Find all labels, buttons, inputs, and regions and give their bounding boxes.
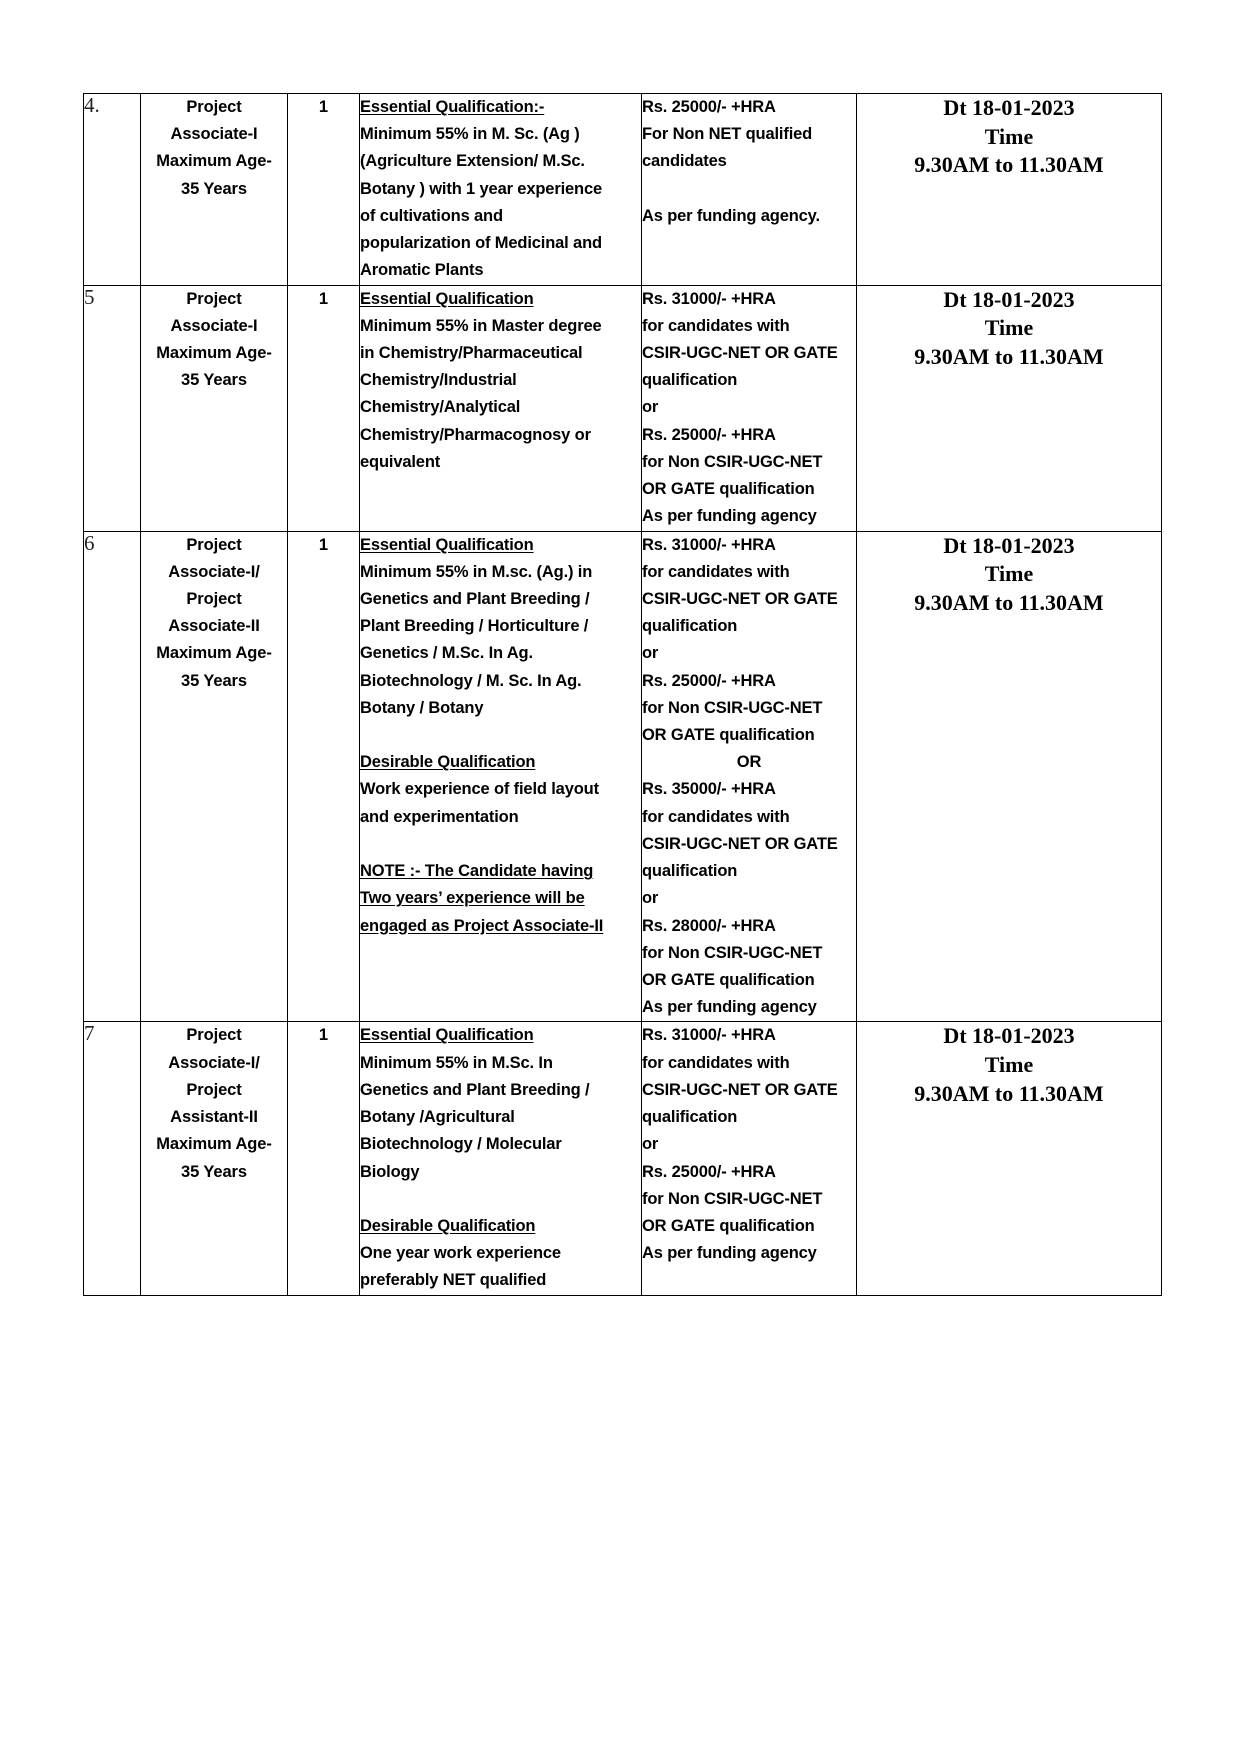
emolument-line: OR GATE qualification — [642, 726, 815, 745]
emolument-line: CSIR-UGC-NET OR GATE — [642, 589, 838, 608]
time-label: Time — [984, 561, 1034, 587]
interview-date: Dt 18-01-2023 — [943, 532, 1075, 558]
emolument-line: OR GATE qualification — [642, 1216, 815, 1235]
emolument-line: Rs. 31000/- +HRA — [642, 289, 776, 308]
post-line: Associate-I/ — [168, 562, 260, 581]
emolument-line: Rs. 25000/- +HRA — [642, 425, 776, 444]
post-line: Associate-I — [170, 316, 258, 335]
emolument-line: Rs. 31000/- +HRA — [642, 535, 776, 554]
qualification-line: Aromatic Plants — [360, 261, 484, 280]
emolument-line: for candidates with — [642, 1053, 790, 1072]
emolument-line: for candidates with — [642, 807, 790, 826]
interview-date: Dt 18-01-2023 — [943, 1023, 1075, 1049]
qualification-line: equivalent — [360, 452, 441, 471]
cell-emoluments — [642, 1022, 857, 1295]
post-line: Maximum Age- — [156, 152, 272, 171]
qualification-line: One year work experience — [360, 1244, 561, 1263]
post-line: Project — [186, 289, 242, 308]
cell-qualification — [360, 285, 642, 531]
qualification-line: in Chemistry/Pharmaceutical — [360, 343, 583, 362]
cell-interview-schedule — [857, 94, 1162, 286]
post-line: 35 Years — [181, 671, 247, 690]
table-row — [84, 1022, 1162, 1295]
vacancy-table-body — [84, 94, 1162, 1296]
qualification-line: and experimentation — [360, 807, 519, 826]
interview-time-range: 9.30AM to 11.30AM — [914, 1080, 1104, 1106]
emolument-line: or — [642, 1135, 659, 1154]
cell-qualification — [360, 531, 642, 1022]
qualification-line: Work experience of field layout — [360, 780, 599, 799]
emolument-line: Rs. 25000/- +HRA — [642, 1162, 776, 1181]
post-line: Project — [186, 589, 242, 608]
emolument-line: Rs. 28000/- +HRA — [642, 916, 776, 935]
emolument-line: OR GATE qualification — [642, 971, 815, 989]
emolument-line: for Non CSIR-UGC-NET — [642, 698, 823, 717]
qualification-heading: Essential Qualification — [360, 535, 534, 554]
qualification-line: Minimum 55% in Master degree — [360, 316, 602, 335]
emolument-line: for candidates with — [642, 316, 790, 335]
post-line: Associate-I/ — [168, 1053, 260, 1072]
cell-emoluments — [642, 285, 857, 531]
emolument-line: for Non CSIR-UGC-NET — [642, 943, 823, 962]
qualification-line: Botany / Botany — [360, 698, 484, 717]
qualification-line: Biology — [360, 1162, 420, 1181]
qualification-line: Chemistry/Pharmacognosy or — [360, 425, 591, 444]
emolument-line: As per funding agency — [642, 1244, 817, 1263]
cell-qualification — [360, 1022, 642, 1295]
post-line: Assistant-II — [170, 1108, 258, 1127]
qualification-heading: Desirable Qualification — [360, 753, 536, 772]
spacer — [360, 831, 641, 858]
qualification-line: preferably NET qualified — [360, 1271, 547, 1290]
interview-time-range: 9.30AM to 11.30AM — [914, 152, 1104, 178]
cell-vacancy-count: 1 — [288, 285, 360, 531]
emolument-line: OR — [736, 753, 762, 772]
cell-post-title — [141, 1022, 288, 1295]
time-label: Time — [984, 315, 1034, 341]
cell-emoluments — [642, 531, 857, 1022]
qualification-line: popularization of Medicinal and — [360, 234, 602, 253]
time-label: Time — [984, 1052, 1034, 1078]
post-line: Maximum Age- — [156, 644, 272, 663]
emolument-line: or — [642, 398, 659, 417]
interview-date: Dt 18-01-2023 — [943, 286, 1075, 312]
emolument-line: For Non NET qualified — [642, 125, 813, 144]
qualification-line: Genetics and Plant Breeding / — [360, 1080, 590, 1099]
table-row — [84, 531, 1162, 1022]
emolument-line: qualification — [642, 1108, 738, 1127]
qualification-heading: Essential Qualification — [360, 289, 534, 308]
qualification-line: Chemistry/Industrial — [360, 371, 517, 390]
cell-vacancy-count: 1 — [288, 1022, 360, 1295]
emolument-line: Rs. 25000/- +HRA — [642, 98, 776, 116]
emolument-line: or — [642, 889, 659, 908]
cell-post-title — [141, 531, 288, 1022]
qualification-line: Minimum 55% in M. Sc. (Ag ) — [360, 125, 580, 144]
emolument-line: As per funding agency — [642, 507, 817, 526]
cell-vacancy-count: 1 — [288, 94, 360, 286]
qualification-line: Botany ) with 1 year experience — [360, 179, 603, 198]
emolument-line: As per funding agency. — [642, 206, 820, 225]
emolument-line: for Non CSIR-UGC-NET — [642, 452, 823, 471]
qualification-line: Genetics / M.Sc. In Ag. — [360, 644, 533, 663]
spacer — [360, 722, 641, 749]
qualification-line: Two years’ experience will be — [360, 889, 585, 908]
cell-emoluments — [642, 94, 857, 286]
cell-interview-schedule — [857, 1022, 1162, 1295]
emolument-line: CSIR-UGC-NET OR GATE — [642, 834, 838, 853]
post-line: 35 Years — [181, 371, 247, 390]
qualification-heading: Essential Qualification — [360, 1026, 534, 1045]
interview-date: Dt 18-01-2023 — [943, 95, 1075, 120]
emolument-line: CSIR-UGC-NET OR GATE — [642, 1080, 838, 1099]
emolument-line: As per funding agency — [642, 998, 817, 1017]
qualification-line: Minimum 55% in M.sc. (Ag.) in — [360, 562, 593, 581]
emolument-line: OR GATE qualification — [642, 480, 815, 499]
cell-interview-schedule — [857, 285, 1162, 531]
cell-serial-number: 5 — [84, 285, 141, 531]
post-line: Maximum Age- — [156, 343, 272, 362]
post-line: Project — [186, 98, 242, 116]
emolument-line: Rs. 35000/- +HRA — [642, 780, 776, 799]
emolument-line: qualification — [642, 617, 738, 636]
cell-vacancy-count: 1 — [288, 531, 360, 1022]
vacancy-table-container — [83, 93, 1161, 1296]
spacer — [642, 176, 856, 203]
interview-time-range: 9.30AM to 11.30AM — [914, 589, 1104, 615]
qualification-line: Minimum 55% in M.Sc. In — [360, 1053, 553, 1072]
emolument-line: CSIR-UGC-NET OR GATE — [642, 343, 838, 362]
cell-post-title — [141, 94, 288, 286]
interview-time-range: 9.30AM to 11.30AM — [914, 343, 1104, 369]
cell-serial-number: 7 — [84, 1022, 141, 1295]
qualification-heading: Desirable Qualification — [360, 1216, 536, 1235]
cell-serial-number: 4. — [84, 94, 141, 286]
post-line: Associate-I — [170, 125, 258, 144]
post-line: 35 Years — [181, 1162, 247, 1181]
qualification-line: Biotechnology / Molecular — [360, 1135, 562, 1154]
post-line: 35 Years — [181, 179, 247, 198]
emolument-line: Rs. 25000/- +HRA — [642, 671, 776, 690]
cell-serial-number: 6 — [84, 531, 141, 1022]
post-line: Associate-II — [168, 617, 260, 636]
emolument-line: Rs. 31000/- +HRA — [642, 1026, 776, 1045]
cell-qualification — [360, 94, 642, 286]
post-line: Maximum Age- — [156, 1135, 272, 1154]
qualification-heading: Essential Qualification:- — [360, 98, 545, 116]
table-row — [84, 94, 1162, 286]
qualification-line: Botany /Agricultural — [360, 1108, 515, 1127]
table-row — [84, 285, 1162, 531]
emolument-line: for Non CSIR-UGC-NET — [642, 1189, 823, 1208]
spacer — [360, 1186, 641, 1213]
post-line: Project — [186, 1080, 242, 1099]
qualification-line: of cultivations and — [360, 206, 503, 225]
cell-post-title — [141, 285, 288, 531]
qualification-line: (Agriculture Extension/ M.Sc. — [360, 152, 585, 171]
qualification-heading: NOTE :- The Candidate having — [360, 862, 594, 881]
emolument-line: qualification — [642, 862, 738, 881]
emolument-line: or — [642, 644, 659, 663]
time-label: Time — [984, 123, 1034, 149]
emolument-line: qualification — [642, 371, 738, 390]
qualification-line: engaged as Project Associate-II — [360, 916, 604, 935]
post-line: Project — [186, 535, 242, 554]
cell-interview-schedule — [857, 531, 1162, 1022]
emolument-line: for candidates with — [642, 562, 790, 581]
vacancy-table — [83, 93, 1162, 1296]
post-line: Project — [186, 1026, 242, 1045]
qualification-line: Genetics and Plant Breeding / — [360, 589, 590, 608]
emolument-line: candidates — [642, 152, 727, 171]
qualification-line: Biotechnology / M. Sc. In Ag. — [360, 671, 582, 690]
qualification-line: Chemistry/Analytical — [360, 398, 521, 417]
qualification-line: Plant Breeding / Horticulture / — [360, 617, 589, 636]
